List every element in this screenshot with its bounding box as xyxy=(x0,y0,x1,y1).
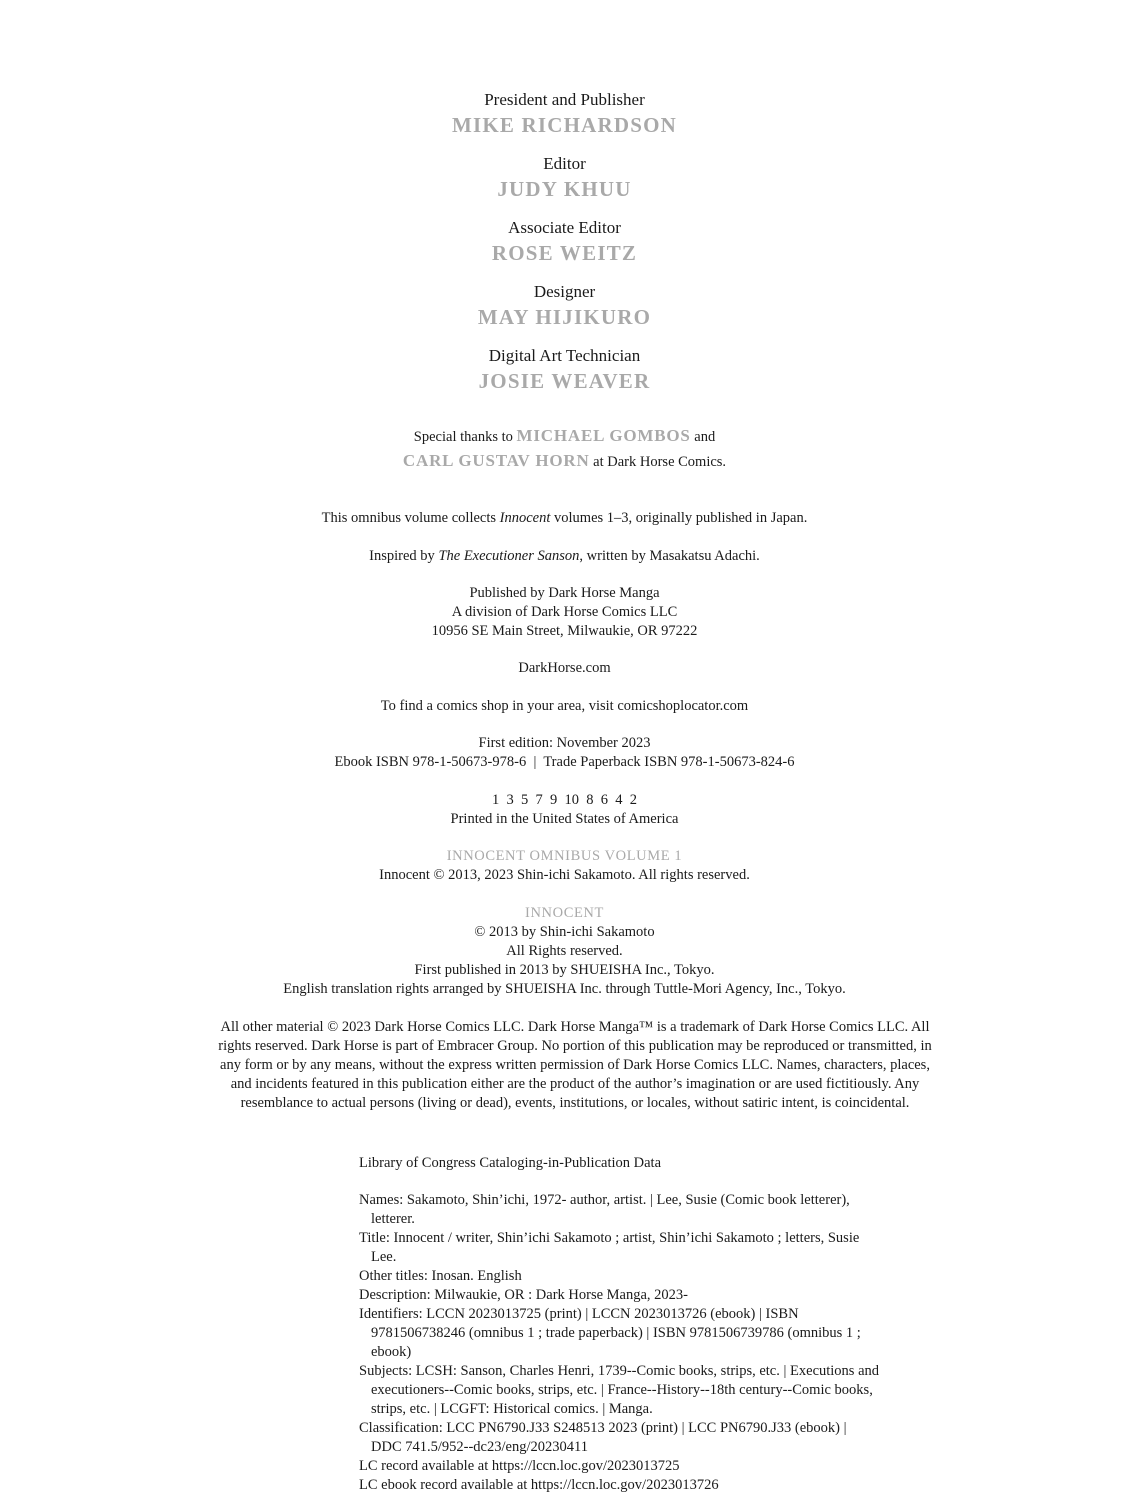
inspired-italic: The Executioner Sanson xyxy=(438,548,580,564)
credit-editor xyxy=(0,152,1129,202)
omnibus-copyright-line: Innocent © 2013, 2023 Shin-ichi Sakamoto. All rights reserved. xyxy=(379,867,750,883)
library-entry: Classification: LCC PN6790.J33 S248513 2023 (print) | LCC PN6790.J33 (ebook) | DDC 741.5/952--dc23/eng/20230411 xyxy=(359,1420,847,1455)
credit-role: Editor xyxy=(543,154,586,173)
website-link: DarkHorse.com xyxy=(518,660,611,676)
omnibus-italic: Innocent xyxy=(499,510,551,526)
special-thanks xyxy=(0,424,1129,474)
thanks-prefix: Special thanks to xyxy=(413,429,517,445)
credit-publisher xyxy=(0,88,1129,138)
publisher-info xyxy=(0,584,1129,641)
original-copyright-line: © 2013 by Shin-ichi Sakamoto xyxy=(474,924,655,940)
omnibus-note xyxy=(0,509,1129,528)
library-entries xyxy=(359,1191,879,1495)
credit-name: JOSIE WEAVER xyxy=(478,369,651,393)
thanks-name-2: CARL GUSTAV HORN xyxy=(402,451,590,470)
credit-role: President and Publisher xyxy=(484,90,645,109)
library-of-congress-title: Library of Congress Cataloging-in-Publication Data xyxy=(359,1155,662,1171)
omnibus-post: volumes 1–3, originally published in Japan. xyxy=(550,510,808,526)
library-entry: Names: Sakamoto, Shin’ichi, 1972- author, artist. | Lee, Susie (Comic book letterer), letterer. xyxy=(359,1192,850,1227)
publisher-address: 10956 SE Main Street, Milwaukie, OR 97222 xyxy=(431,623,698,639)
credit-name: MIKE RICHARDSON xyxy=(451,113,678,137)
library-entry: Identifiers: LCCN 2023013725 (print) | LCCN 2023013726 (ebook) | ISBN 9781506738246 (omnibus 1 ; trade paperback) | ISBN 9781506739786 (omnibus 1 ; ebook) xyxy=(359,1306,861,1360)
thanks-suffix: at Dark Horse Comics. xyxy=(589,454,727,470)
edition-info xyxy=(0,734,1129,772)
original-copyright-line: English translation rights arranged by SHUEISHA Inc. through Tuttle-Mori Agency, Inc., Tokyo. xyxy=(283,981,846,997)
omnibus-copyright xyxy=(0,847,1129,885)
original-copyright-line: First published in 2013 by SHUEISHA Inc., Tokyo. xyxy=(414,962,715,978)
printing-numbers: 1 3 5 7 9 10 8 6 4 2 xyxy=(492,792,637,808)
isbn-line: Ebook ISBN 978-1-50673-978-6 | Trade Paperback ISBN 978-1-50673-824-6 xyxy=(334,754,795,770)
omnibus-copyright-title: INNOCENT OMNIBUS VOLUME 1 xyxy=(446,848,683,864)
shop-locator-note: To find a comics shop in your area, visit comicshoplocator.com xyxy=(380,698,749,714)
library-entry: Title: Innocent / writer, Shin’ichi Sakamoto ; artist, Shin’ichi Sakamoto ; letters, Susie Lee. xyxy=(359,1230,860,1265)
publisher-line: A division of Dark Horse Comics LLC xyxy=(451,604,678,620)
original-copyright-line: All Rights reserved. xyxy=(506,943,623,959)
original-copyright xyxy=(0,904,1129,999)
inspired-pre: Inspired by xyxy=(369,548,439,564)
credit-digital-art-technician xyxy=(0,344,1129,394)
credit-name: JUDY KHUU xyxy=(497,177,632,201)
credit-name: MAY HIJIKURO xyxy=(477,305,652,329)
credits-block xyxy=(0,88,1129,408)
inspired-note xyxy=(0,547,1129,566)
credit-name: ROSE WEITZ xyxy=(491,241,638,265)
library-entry: Description: Milwaukie, OR : Dark Horse Manga, 2023- xyxy=(359,1287,689,1303)
credit-role: Designer xyxy=(533,282,596,301)
credit-designer xyxy=(0,280,1129,330)
legal-paragraph: All other material © 2023 Dark Horse Comics LLC. Dark Horse Manga™ is a trademark of Dark Horse Comics LLC. All rights reserved. Dark Horse is part of Embracer Group. No portion of this publication may be reproduced or transmitted, in any form or by any means, without the express written permission of Dark Horse Comics LLC. Names, characters, places, and incidents featured in this publication either are the product of the author’s imagination or are used fictitiously. Any resemblance to actual persons (living or dead), events, institutions, or locales, without satiric intent, is coincidental. xyxy=(218,1019,932,1111)
inspired-post: , written by Masakatsu Adachi. xyxy=(579,548,760,564)
first-edition: First edition: November 2023 xyxy=(478,735,651,751)
library-entry: Other titles: Inosan. English xyxy=(359,1268,522,1284)
library-entry: LC ebook record available at https://lccn.loc.gov/2023013726 xyxy=(359,1477,719,1493)
printing-info xyxy=(0,791,1129,829)
credit-role: Digital Art Technician xyxy=(488,346,641,365)
original-copyright-title: INNOCENT xyxy=(525,905,604,921)
publisher-line: Published by Dark Horse Manga xyxy=(469,585,660,601)
credit-role: Associate Editor xyxy=(508,218,621,237)
credit-associate-editor xyxy=(0,216,1129,266)
library-entry: LC record available at https://lccn.loc.gov/2023013725 xyxy=(359,1458,680,1474)
omnibus-pre: This omnibus volume collects xyxy=(321,510,500,526)
thanks-name-1: MICHAEL GOMBOS xyxy=(516,426,691,445)
library-entry: Subjects: LCSH: Sanson, Charles Henri, 1739--Comic books, strips, etc. | Executions and executioners--Comic books, strips, etc. | France--History--18th century--Comic books, strips, etc. | LCGFT: Historical comics. | Manga. xyxy=(359,1363,880,1417)
thanks-mid: and xyxy=(690,429,716,445)
printing-country: Printed in the United States of America xyxy=(450,811,679,827)
